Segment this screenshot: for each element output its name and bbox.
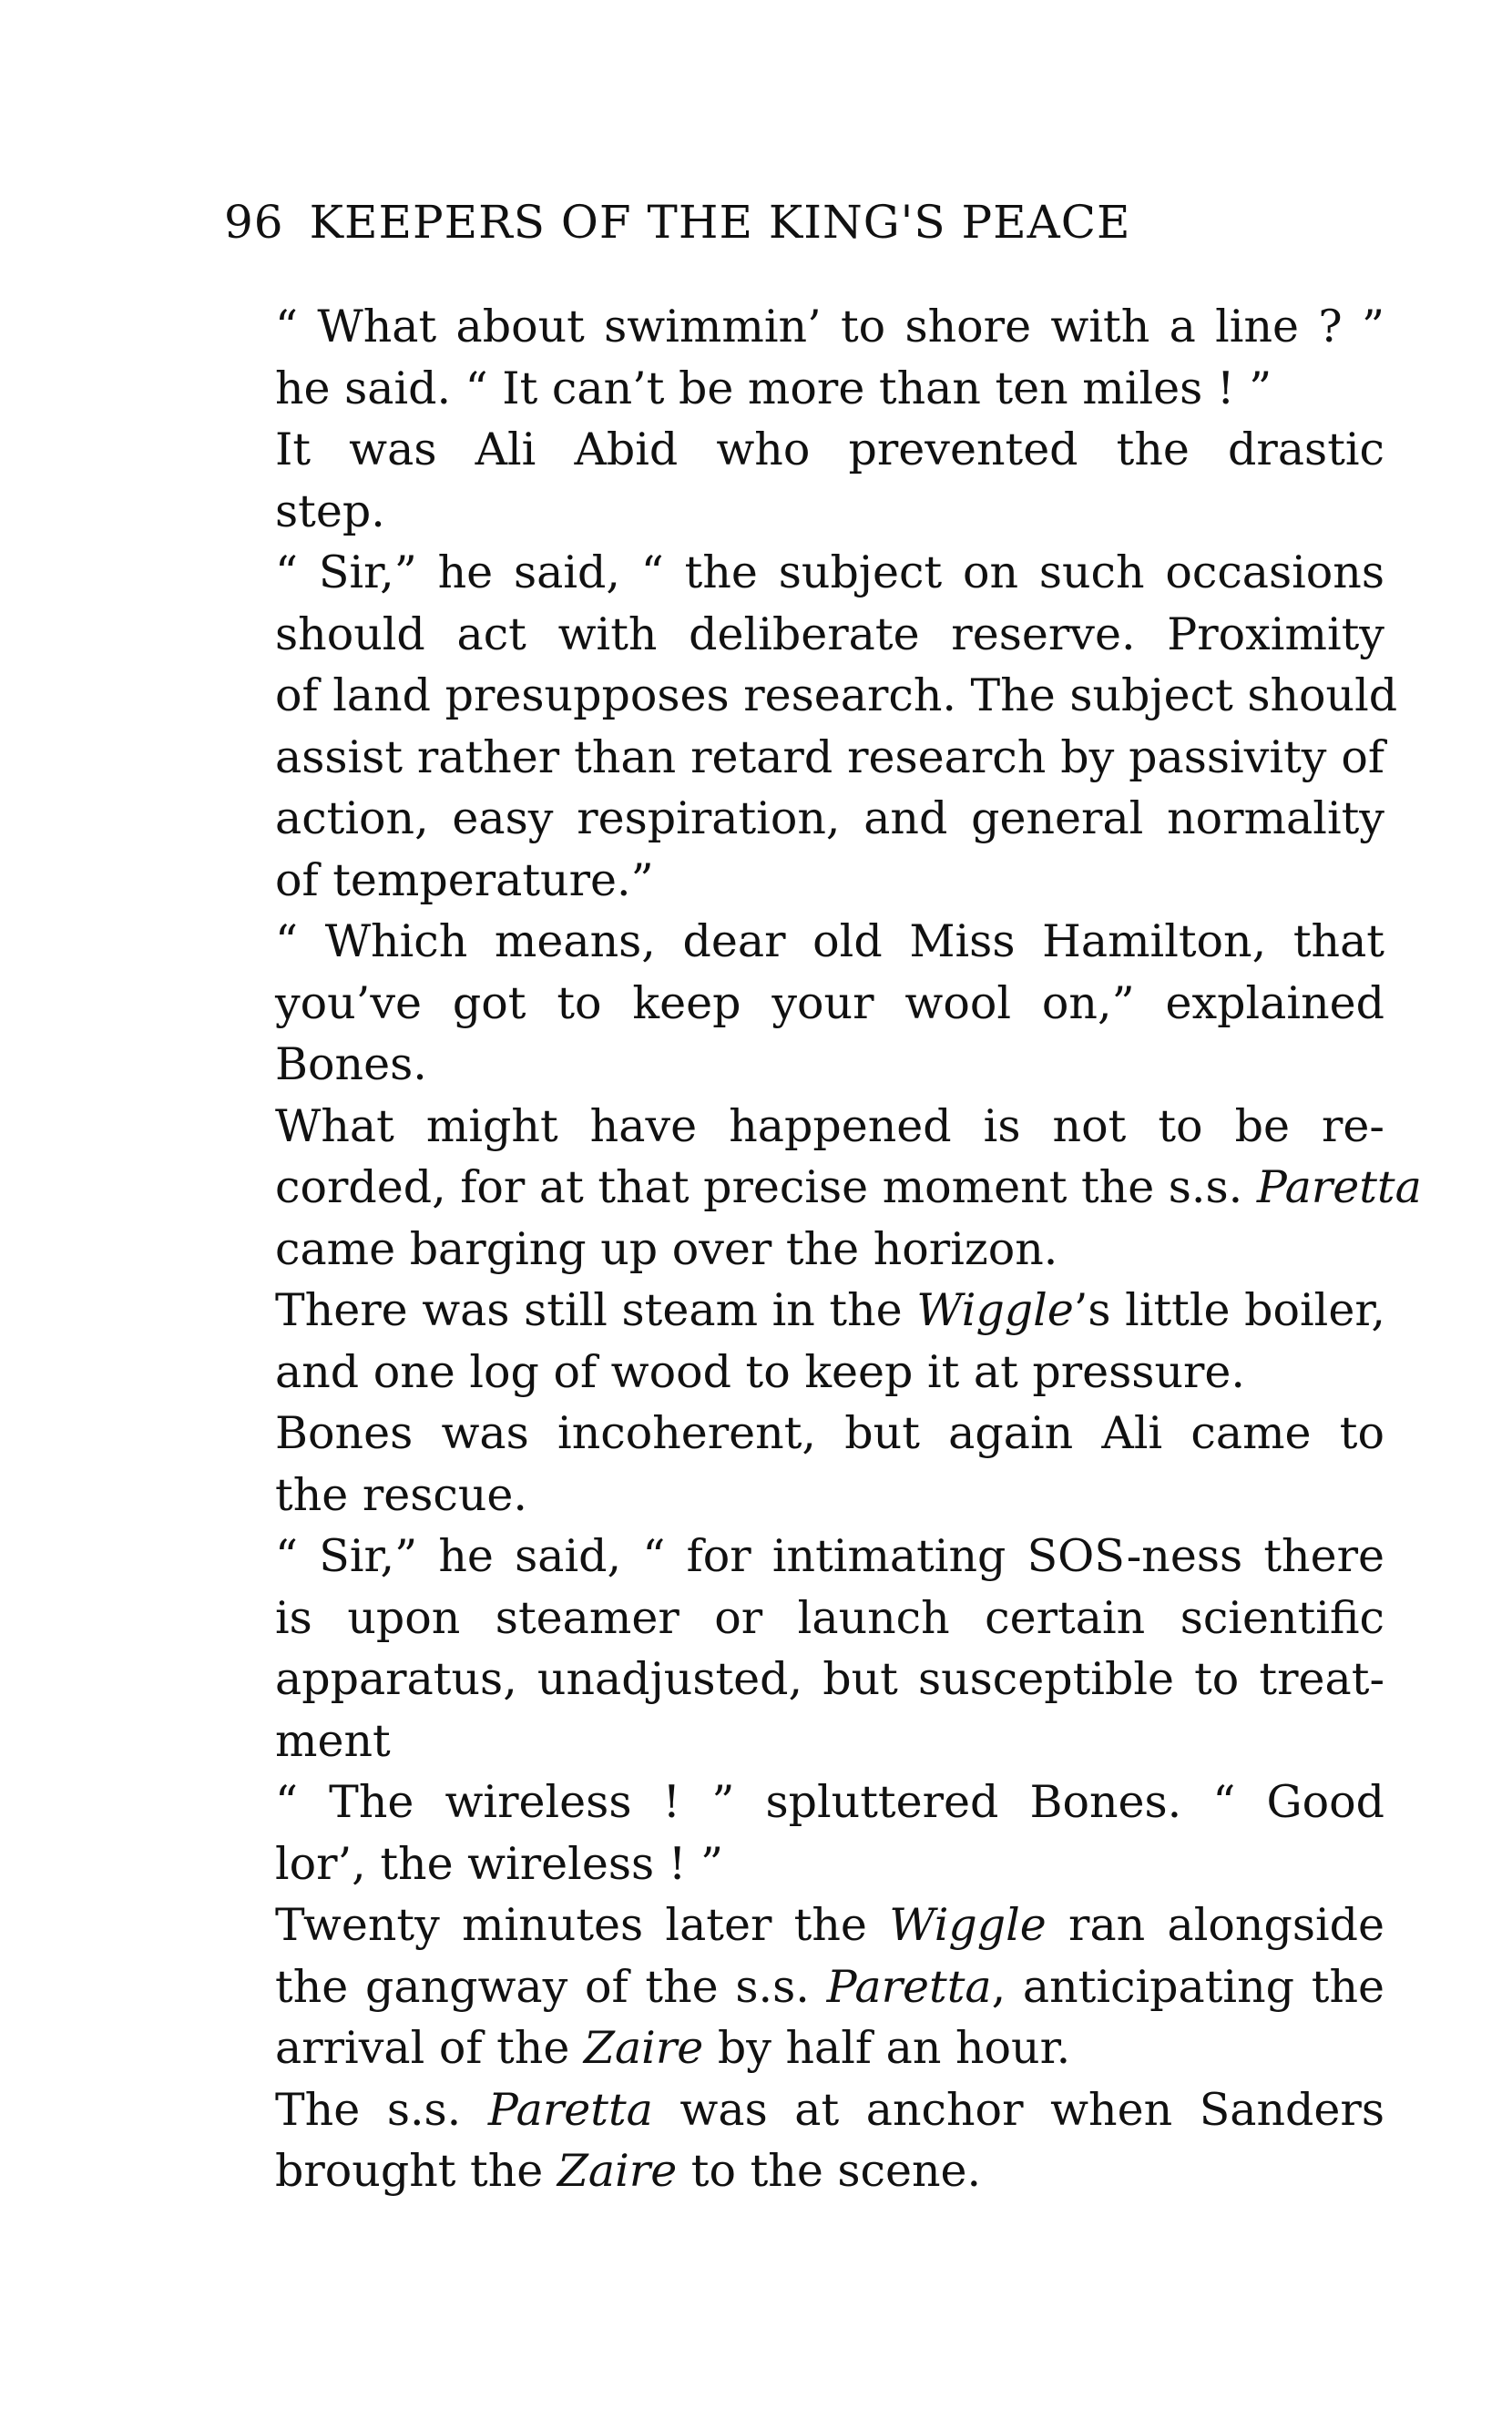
running-title: KEEPERS OF THE KING'S PEACE [309,196,1131,249]
text-line [219,1956,1384,2018]
text-line: came barging up over the horizon. [275,1222,1058,1275]
ship-name: Paretta [1256,1161,1422,1213]
text-line [219,2079,1384,2141]
steamer-name: Zaire [583,2022,704,2074]
paragraph [219,542,1398,911]
text-line: assist rather than retard research by passivity of [275,730,1384,783]
text-segment: ’s little boiler, [1073,1284,1385,1336]
ship-name: Paretta [487,2083,653,2136]
text-segment: was at anchor when Sanders [652,2083,1384,2136]
text-line: lor’, the wireless ! ” [275,1837,724,1890]
text-line: is upon steamer or launch certain scientific [275,1591,1384,1644]
text-line: and one log of wood to keep it at pressure. [275,1345,1246,1398]
paragraph [219,296,1384,419]
text-line: “ Sir,” he said, “ the subject on such occasions [275,546,1384,598]
steamer-name: Zaire [557,2145,678,2197]
paragraph [219,1096,1422,1281]
text-line: he said. “ It can’t be more than ten miles ! ” [275,362,1272,414]
paragraph [219,419,1384,542]
text-line: you’ve got to keep your wool on,” explained [275,976,1384,1029]
text-line: of land presupposes research. The subject should [275,669,1398,721]
running-head [224,193,1328,251]
paragraph [219,1403,1384,1526]
text-segment: , anticipating the [991,1960,1385,2013]
text-segment: ran alongside [1046,1899,1384,1951]
text-line: “ Which means, dear old Miss Hamilton, that [275,915,1384,967]
text-segment: the gangway of the s.s. [275,1960,827,2013]
text-line: “ Sir,” he said, “ for intimating SOS-ness there [275,1530,1384,1582]
text-line: of temperature.” [275,853,654,906]
text-line: step. [275,485,385,537]
ship-name: Paretta [826,1960,992,2013]
page-number: 96 [224,196,284,249]
text-line: “ The wireless ! ” spluttered Bones. “ Good [275,1776,1384,1828]
text-segment: corded, for at that precise moment the s.s. [275,1161,1257,1213]
text-line: It was Ali Abid who prevented the drastic [275,424,1384,475]
text-line: ment [275,1714,391,1767]
text-line: apparatus, unadjusted, but susceptible to treat- [275,1653,1384,1705]
paragraph [219,1894,1384,2079]
paragraph [219,1526,1384,1771]
text-line: “ What about swimmin’ to shore with a line ? ” [275,301,1384,352]
text-segment: brought the [275,2145,557,2197]
boat-name: Wiggle [916,1284,1074,1336]
paragraph [219,1280,1384,1403]
text-line [219,2140,1384,2202]
paragraph [219,911,1384,1096]
body-text [219,296,1422,2202]
text-segment: to the scene. [677,2145,982,2197]
text-line: Bones. [275,1038,427,1090]
text-line [219,2017,1384,2079]
text-segment: arrival of the [275,2022,584,2074]
boat-name: Wiggle [889,1899,1047,1951]
text-line [219,1157,1422,1219]
paragraph [219,2079,1384,2202]
paragraph [219,1771,1384,1894]
text-segment: There was still steam in the [275,1284,917,1336]
text-line: action, easy respiration, and general normality [275,792,1384,844]
text-line: What might have happened is not to be re- [275,1099,1384,1152]
text-line: Bones was incoherent, but again Ali came to [275,1407,1384,1459]
text-segment: Twenty minutes later the [275,1899,890,1951]
text-line: should act with deliberate reserve. Proximity [275,608,1384,660]
text-segment: The s.s. [275,2083,488,2136]
text-line [219,1894,1384,1956]
text-segment: by half an hour. [703,2022,1071,2074]
text-line: the rescue. [275,1468,527,1521]
text-line [219,1280,1384,1342]
